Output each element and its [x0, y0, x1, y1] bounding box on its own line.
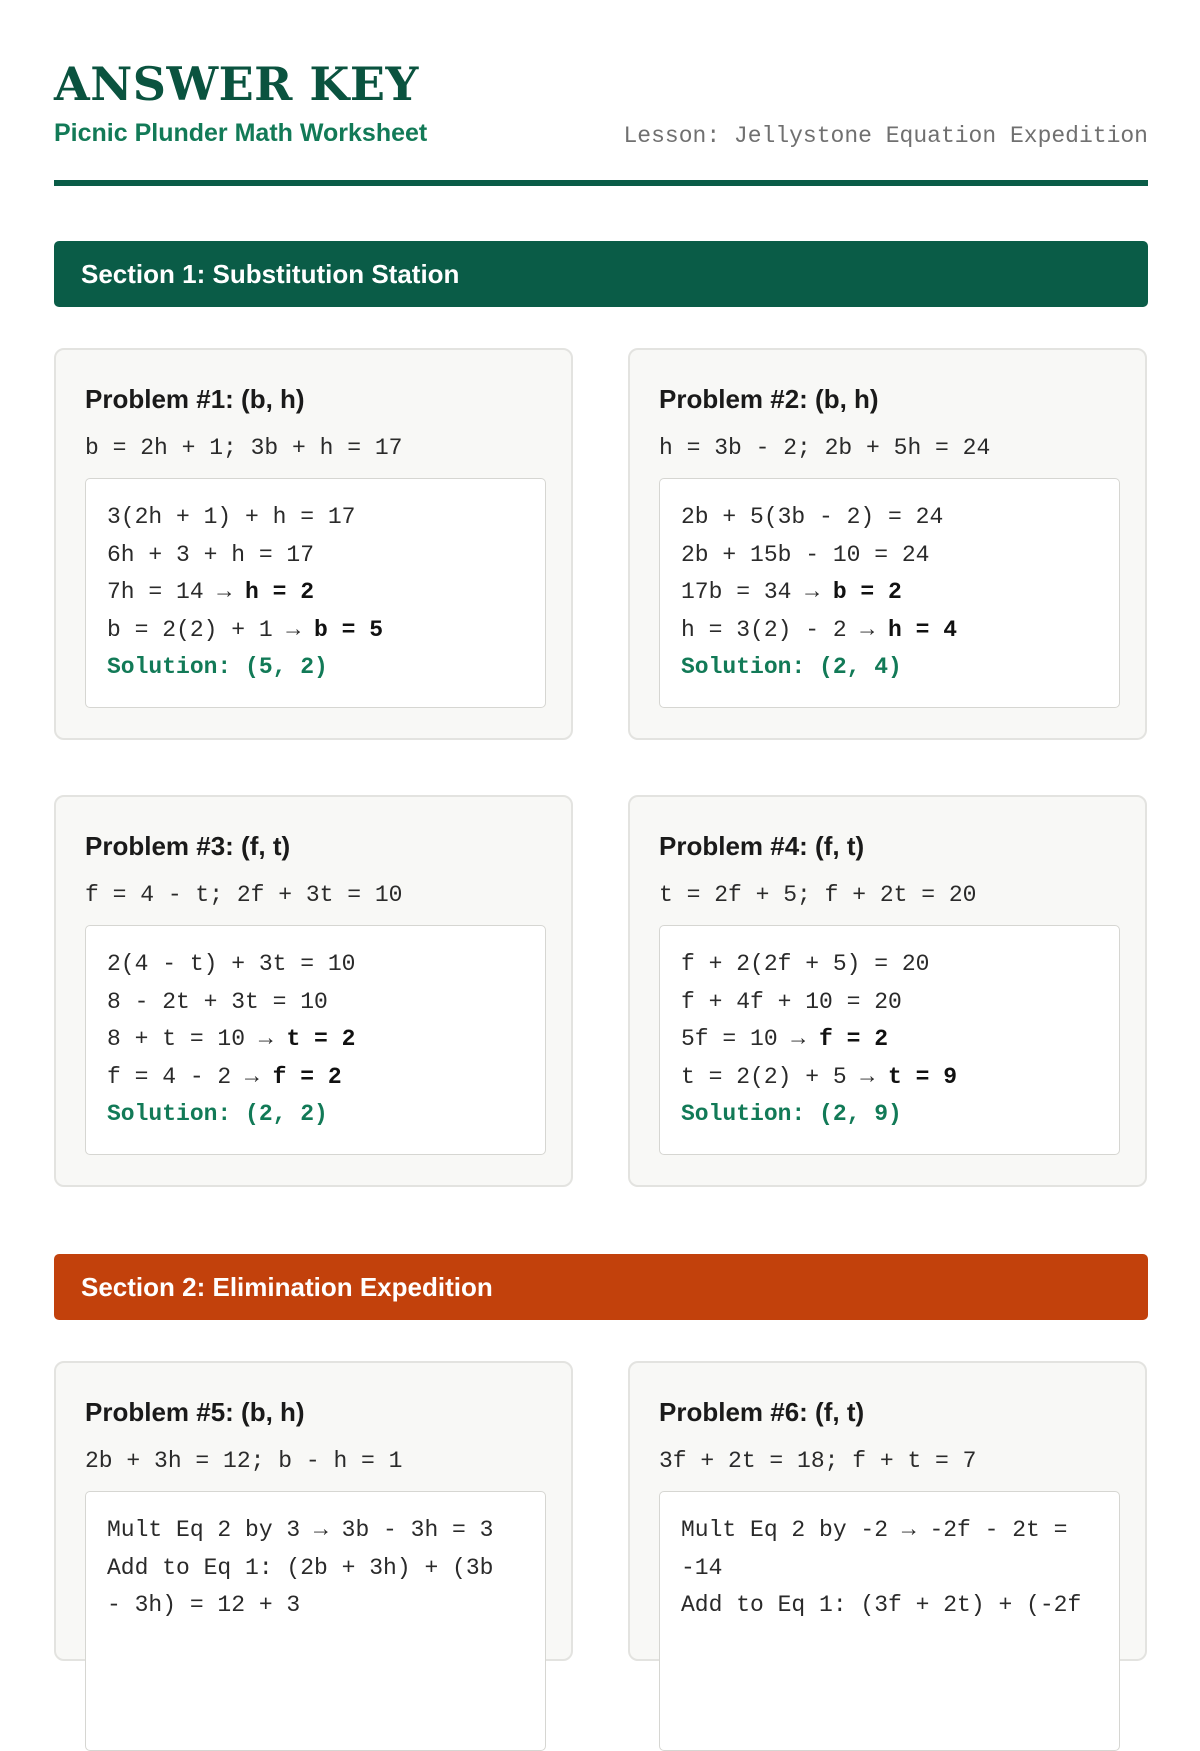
- work-step: [107, 946, 525, 984]
- worksheet-header: [54, 56, 1148, 186]
- work-step-text: t = 2(2) + 5 →: [681, 1063, 889, 1090]
- work-step-text: 8 - 2t + 3t = 10: [107, 988, 328, 1015]
- work-step: [681, 574, 1099, 612]
- problem-equation: f = 4 - t; 2f + 3t = 10: [85, 882, 403, 908]
- work-step: [681, 1587, 1099, 1625]
- problem-card: [628, 795, 1147, 1187]
- work-box: [659, 1491, 1120, 1751]
- work-step-result: f = 2: [819, 1026, 889, 1052]
- work-step: [681, 984, 1099, 1022]
- work-step-text: Mult Eq 2 by 3 → 3b - 3h = 3: [107, 1517, 494, 1543]
- work-step-result: h = 4: [888, 616, 958, 643]
- work-step-text: f + 2(2f + 5) = 20: [681, 951, 930, 977]
- work-step: [107, 574, 525, 612]
- work-step-text: Add to Eq 1: (2b + 3h) + (3b: [107, 1554, 494, 1581]
- work-step: [107, 499, 525, 537]
- work-step: [681, 1512, 1099, 1550]
- work-box: [659, 925, 1120, 1155]
- work-step: [107, 1021, 525, 1059]
- work-step-text: 2b + 15b - 10 = 24: [681, 541, 930, 568]
- work-step-text: f + 4f + 10 = 20: [681, 988, 902, 1015]
- problem-card: [628, 348, 1147, 740]
- work-step-text: 8 + t = 10 →: [107, 1026, 287, 1052]
- section-heading-substitution: Section 1: Substitution Station: [54, 241, 1148, 307]
- work-step-result: f = 2: [272, 1063, 342, 1090]
- work-step: [681, 1059, 1099, 1097]
- work-step-result: t = 9: [888, 1063, 958, 1090]
- problem-card: [54, 1361, 573, 1661]
- work-box: [85, 925, 546, 1155]
- work-step-text: -14: [681, 1554, 723, 1581]
- work-step-result: h = 2: [245, 579, 315, 605]
- work-step-text: 6h + 3 + h = 17: [107, 541, 315, 568]
- problem-title: Problem #6: (f, t): [659, 1397, 865, 1427]
- work-box: [659, 478, 1120, 708]
- problem-title: Problem #2: (b, h): [659, 384, 879, 414]
- work-step: [681, 946, 1099, 984]
- problem-equation: b = 2h + 1; 3b + h = 17: [85, 435, 403, 461]
- problem-title: Problem #1: (b, h): [85, 384, 305, 414]
- work-step-text: h = 3(2) - 2 →: [681, 616, 889, 643]
- work-step-text: 7h = 14 →: [107, 579, 246, 605]
- work-step-result: b = 5: [314, 616, 384, 643]
- work-step-text: 3(2h + 1) + h = 17: [107, 504, 356, 530]
- solution-line: Solution: (5, 2): [107, 654, 328, 680]
- lesson-label: Lesson: Jellystone Equation Expedition: [623, 123, 1148, 149]
- work-step: [681, 612, 1099, 650]
- work-box: [85, 478, 546, 708]
- solution-line: Solution: (2, 4): [681, 654, 902, 680]
- problem-equation: h = 3b - 2; 2b + 5h = 24: [659, 435, 991, 461]
- problem-title: Problem #5: (b, h): [85, 1397, 305, 1427]
- worksheet-subtitle: Picnic Plunder Math Worksheet: [54, 119, 428, 147]
- problem-card: [628, 1361, 1147, 1661]
- problem-equation: 3f + 2t = 18; f + t = 7: [659, 1448, 977, 1474]
- work-step: [681, 499, 1099, 537]
- work-step: [107, 1059, 525, 1097]
- work-step-text: 5f = 10 →: [681, 1026, 820, 1052]
- work-step: [681, 1021, 1099, 1059]
- work-step: [107, 537, 525, 575]
- work-step: [681, 1550, 1099, 1588]
- work-step-text: 2(4 - t) + 3t = 10: [107, 951, 356, 977]
- work-step: [107, 1587, 525, 1625]
- work-step-result: b = 2: [832, 579, 902, 605]
- work-step-text: - 3h) = 12 + 3: [107, 1592, 301, 1618]
- problem-card: [54, 348, 573, 740]
- work-step: [107, 612, 525, 650]
- work-step-text: Add to Eq 1: (3f + 2t) + (-2f: [681, 1592, 1082, 1618]
- work-step-text: 2b + 5(3b - 2) = 24: [681, 504, 944, 530]
- work-step-text: b = 2(2) + 1 →: [107, 616, 315, 643]
- solution-line: Solution: (2, 2): [107, 1101, 328, 1127]
- work-step: [107, 1550, 525, 1588]
- page-title: ANSWER KEY: [54, 57, 419, 111]
- work-box: [85, 1491, 546, 1751]
- work-step: [107, 1512, 525, 1550]
- header-divider: [54, 180, 1148, 186]
- problem-card: [54, 795, 573, 1187]
- work-step-text: 17b = 34 →: [681, 579, 833, 605]
- work-step: [681, 537, 1099, 575]
- problem-equation: t = 2f + 5; f + 2t = 20: [659, 882, 977, 908]
- worksheet-page: [54, 0, 1148, 1618]
- work-step-result: t = 2: [286, 1026, 356, 1052]
- work-step: [107, 984, 525, 1022]
- problem-title: Problem #4: (f, t): [659, 831, 865, 861]
- problem-title: Problem #3: (f, t): [85, 831, 291, 861]
- problem-equation: 2b + 3h = 12; b - h = 1: [85, 1448, 403, 1474]
- section-heading-elimination: Section 2: Elimination Expedition: [54, 1254, 1148, 1320]
- work-step-text: Mult Eq 2 by -2 → -2f - 2t =: [681, 1517, 1068, 1543]
- solution-line: Solution: (2, 9): [681, 1101, 902, 1127]
- work-step-text: f = 4 - 2 →: [107, 1063, 273, 1090]
